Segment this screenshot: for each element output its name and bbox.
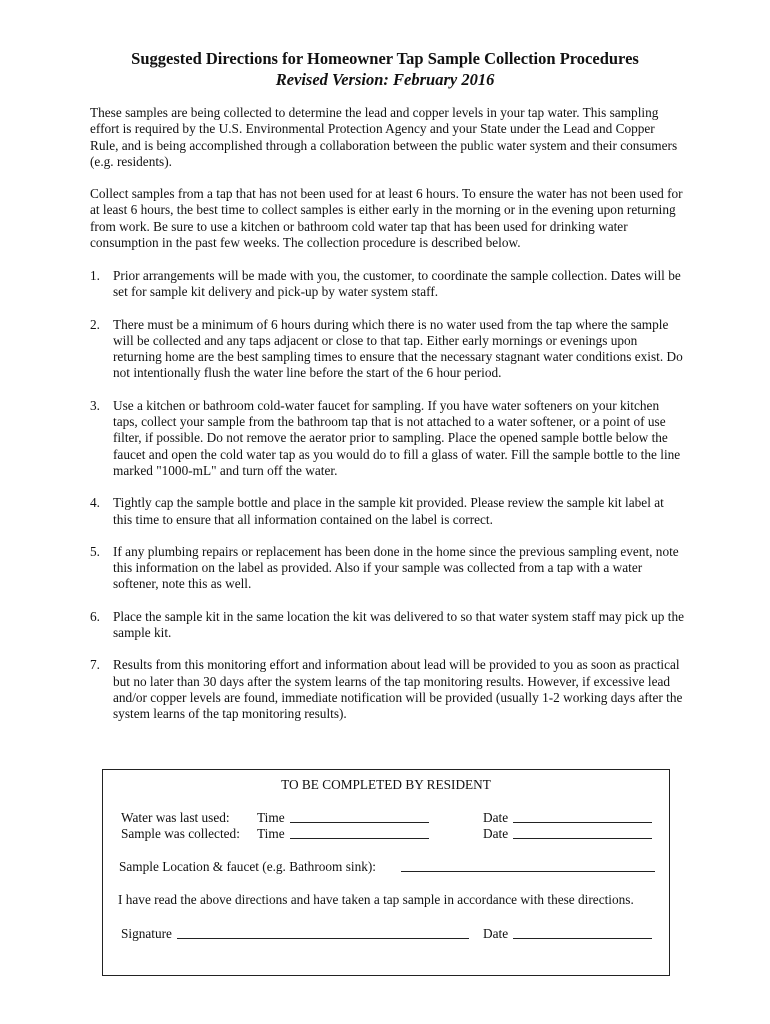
form-title: TO BE COMPLETED BY RESIDENT xyxy=(281,777,491,792)
step-text: If any plumbing repairs or replacement has been done in the home since the previous sampling event, note this information on the label as provided. Also if your sample was collected from a tap with a water softener, note this as well. xyxy=(113,543,679,592)
document-title: Suggested Directions for Homeowner Tap Sample Collection Procedures xyxy=(131,49,639,68)
time-label: Time xyxy=(257,810,285,825)
step-text: Place the sample kit in the same location the kit was delivered to so that water system staff may pick up the sample kit. xyxy=(113,608,684,641)
step-number: 2. xyxy=(90,316,100,332)
step-number: 4. xyxy=(90,495,100,511)
step-number: 6. xyxy=(90,608,100,624)
step-text: Results from this monitoring effort and information about lead will be provided to you as soon as practical but no later than 30 days after the system learns of the tap monitoring results. However, if excessive lead and/or copper levels are found, immediate notification will be provided (usually 1-2 working days after the system learns of the tap monitoring results). xyxy=(113,657,683,722)
date-label: Date xyxy=(483,810,509,825)
water-last-used-label: Water was last used: xyxy=(121,810,230,825)
water-last-used-date-field[interactable] xyxy=(513,810,652,823)
step-7 xyxy=(90,657,685,722)
step-1 xyxy=(90,268,685,301)
sample-collected-time-field[interactable] xyxy=(290,826,429,839)
step-text: Use a kitchen or bathroom cold-water faucet for sampling. If you have water softeners on your kitchen taps, collect your sample from the bathroom tap that is not attached to a water softener, or a point of use filter, if possible. Do not remove the aerator prior to sampling. Place the opened sample bottle below the faucet and open the cold water tap as you would do to fill a glass of water. Fill the sample bottle to the line marked "1000-mL" and turn off the water. xyxy=(113,397,681,478)
intro-paragraph-2: Collect samples from a tap that has not been used for at least 6 hours. To ensure the water has not been used for at least 6 hours, the best time to collect samples is either early in the morning or in the evening upon returning from work. Be sure to use a kitchen or bathroom cold water tap that has been used for drinking water consumption in the past few weeks. The collection procedure is described below. xyxy=(90,186,683,250)
step-text: Tightly cap the sample bottle and place in the sample kit provided. Please review the sample kit label at this time to ensure that all information contained on the label is correct. xyxy=(113,495,664,527)
sample-location-label: Sample Location & faucet (e.g. Bathroom sink): xyxy=(119,859,377,874)
procedure-steps xyxy=(90,268,685,723)
certification-statement: I have read the above directions and have taken a tap sample in accordance with these directions. xyxy=(118,892,634,907)
time-label: Time xyxy=(257,826,285,841)
step-number: 3. xyxy=(90,397,100,413)
step-2 xyxy=(90,317,685,382)
resident-form-box xyxy=(102,769,670,976)
signature-field[interactable] xyxy=(177,926,469,939)
intro-paragraph-1: These samples are being collected to determine the lead and copper levels in your tap water. This sampling effort is required by the U.S. Environmental Protection Agency and your State under the Lead and Copper Rule, and is being accomplished through a collaboration between the public water system and their consumers (e.g. residents). xyxy=(90,105,678,169)
sample-location-field[interactable] xyxy=(401,859,655,872)
step-6 xyxy=(90,609,685,642)
water-last-used-time-field[interactable] xyxy=(290,810,429,823)
sample-collected-label: Sample was collected: xyxy=(121,826,240,841)
step-number: 7. xyxy=(90,657,100,673)
step-number: 1. xyxy=(90,268,100,283)
step-5 xyxy=(90,544,685,593)
sample-collected-date-field[interactable] xyxy=(513,826,652,839)
step-text: Prior arrangements will be made with you, the customer, to coordinate the sample collection. Dates will be set for sample kit delivery and pick-up by water system staff. xyxy=(113,268,681,300)
date-label: Date xyxy=(483,926,509,941)
signature-date-field[interactable] xyxy=(513,926,652,939)
date-label: Date xyxy=(483,826,509,841)
step-text: There must be a minimum of 6 hours during which there is no water used from the tap where the sample will be collected and any taps adjacent or close to that tap. Either early mornings or evenings upon returning home are the best sampling times to ensure that the necessary stagnant water conditions exist. Do not intentionally flush the water line before the start of the 6 hour period. xyxy=(113,316,683,381)
signature-label: Signature xyxy=(121,926,172,941)
document-subtitle: Revised Version: February 2016 xyxy=(275,70,495,89)
step-3 xyxy=(90,398,685,479)
step-number: 5. xyxy=(90,543,100,559)
step-4 xyxy=(90,495,685,528)
